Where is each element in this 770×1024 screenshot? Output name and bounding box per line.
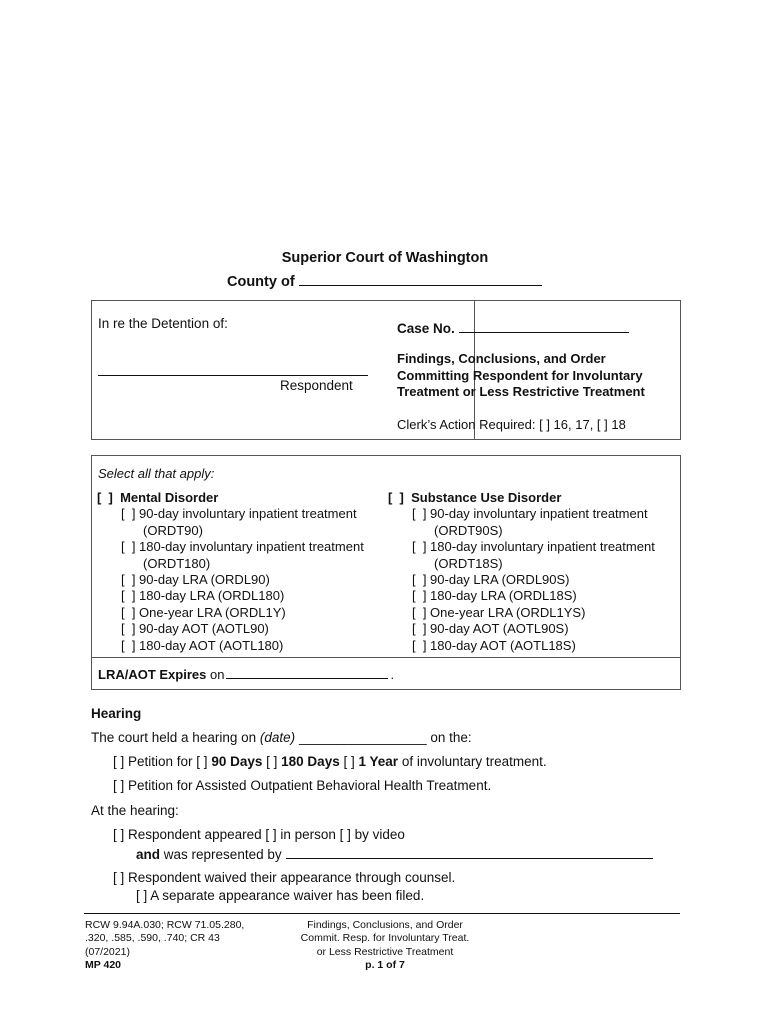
checkbox-option[interactable]: [ ] 90-day LRA (ORDL90S) bbox=[412, 572, 570, 588]
mental-disorder-column bbox=[97, 490, 364, 654]
mental-disorder-checkbox[interactable]: [ ] Mental Disorder bbox=[97, 490, 219, 505]
respondent-appeared-option[interactable]: [ ] Respondent appeared [ ] in person [ ] by video bbox=[113, 827, 405, 842]
checkbox-bracket[interactable]: [ ] bbox=[343, 754, 355, 769]
footer-line: Findings, Conclusions, and Order bbox=[307, 919, 463, 931]
document-title-line: Findings, Conclusions, and Order bbox=[397, 351, 606, 366]
footer-title bbox=[285, 919, 485, 972]
waiver-filed-option[interactable]: [ ] A separate appearance waiver has been filed. bbox=[136, 888, 425, 903]
checkbox-option[interactable]: [ ] 180-day involuntary inpatient treatment bbox=[121, 539, 364, 555]
checkbox-option[interactable]: [ ] 180-day involuntary inpatient treatment bbox=[412, 539, 655, 555]
hearing-date-line bbox=[91, 730, 472, 745]
form-number: MP 420 bbox=[85, 958, 121, 971]
expires-label: LRA/AOT Expires bbox=[98, 667, 207, 682]
footer-line: Commit. Resp. for Involuntary Treat. bbox=[300, 932, 470, 945]
petition-text: [ ] Petition for [ ] bbox=[113, 754, 208, 769]
document-title bbox=[397, 351, 677, 401]
expires-on: on bbox=[209, 667, 225, 682]
at-hearing-label: At the hearing: bbox=[91, 803, 179, 818]
case-number-blank[interactable] bbox=[459, 319, 629, 333]
respondent-label: Respondent bbox=[280, 378, 353, 393]
respondent-name-blank[interactable] bbox=[98, 375, 368, 376]
footer-citation bbox=[85, 919, 244, 972]
caption-box bbox=[91, 300, 681, 440]
clerk-action-required: Clerk’s Action Required: [ ] 16, 17, [ ] 18 bbox=[397, 417, 626, 432]
represented-by-label: was represented by bbox=[163, 847, 282, 862]
county-field[interactable] bbox=[227, 271, 542, 290]
checkbox-option[interactable]: [ ] 180-day LRA (ORDL180) bbox=[121, 588, 285, 604]
duration-90: 90 Days bbox=[211, 754, 263, 769]
substance-disorder-column bbox=[388, 490, 655, 654]
duration-1-year: 1 Year bbox=[358, 754, 399, 769]
selection-divider bbox=[92, 657, 680, 658]
representation-field[interactable] bbox=[136, 845, 653, 862]
option-code: (ORDT18S) bbox=[434, 555, 503, 571]
page-number: p. 1 of 7 bbox=[365, 958, 405, 971]
checkbox-option[interactable]: [ ] 90-day LRA (ORDL90) bbox=[121, 572, 270, 588]
petition-text: of involuntary treatment. bbox=[401, 754, 547, 769]
hearing-text: The court held a hearing on bbox=[91, 730, 257, 745]
date-label: (date) bbox=[259, 730, 296, 745]
option-code: (ORDT90S) bbox=[434, 522, 503, 538]
footer-rule bbox=[84, 913, 680, 914]
option-code: (ORDT90) bbox=[143, 522, 203, 538]
case-number-label: Case No. bbox=[397, 321, 455, 336]
duration-180: 180 Days bbox=[281, 754, 340, 769]
waived-appearance-option[interactable]: [ ] Respondent waived their appearance through counsel. bbox=[113, 870, 456, 885]
footer-line: RCW 9.94A.030; RCW 71.05.280, bbox=[85, 919, 245, 931]
document-title-line: Treatment or Less Restrictive Treatment bbox=[397, 384, 645, 399]
and-label: and bbox=[136, 847, 161, 862]
select-instruction: Select all that apply: bbox=[98, 466, 215, 481]
checkbox-option[interactable]: [ ] 180-day AOT (AOTL18S) bbox=[412, 637, 576, 653]
expiration-field[interactable] bbox=[98, 666, 394, 682]
checkbox-option[interactable]: [ ] One-year LRA (ORDL1Y) bbox=[121, 604, 286, 620]
hearing-heading: Hearing bbox=[91, 706, 142, 721]
court-title: Superior Court of Washington bbox=[281, 250, 489, 266]
checkbox-option[interactable]: [ ] 180-day AOT (AOTL180) bbox=[121, 637, 284, 653]
hearing-date-blank[interactable]: _________________ bbox=[298, 730, 427, 745]
checkbox-option[interactable]: [ ] 90-day AOT (AOTL90S) bbox=[412, 621, 569, 637]
footer-line: or Less Restrictive Treatment bbox=[316, 945, 454, 958]
option-code: (ORDT180) bbox=[143, 555, 211, 571]
footer-line: .320, .585, .590, .740; CR 43 bbox=[85, 932, 220, 945]
disorder-selection-box bbox=[91, 455, 681, 690]
expires-period: . bbox=[390, 667, 395, 682]
footer-line: (07/2021) bbox=[85, 945, 130, 958]
county-label: County of bbox=[227, 274, 295, 290]
checkbox-option[interactable]: [ ] One-year LRA (ORDL1YS) bbox=[412, 604, 586, 620]
checkbox-bracket[interactable]: [ ] bbox=[266, 754, 278, 769]
checkbox-option[interactable]: [ ] 90-day involuntary inpatient treatment bbox=[412, 506, 648, 522]
in-re-label: In re the Detention of: bbox=[98, 316, 228, 331]
aot-petition-option[interactable]: [ ] Petition for Assisted Outpatient Behavioral Health Treatment. bbox=[113, 778, 492, 793]
checkbox-option[interactable]: [ ] 180-day LRA (ORDL18S) bbox=[412, 588, 577, 604]
substance-disorder-checkbox[interactable]: [ ] Substance Use Disorder bbox=[388, 490, 562, 505]
counsel-name-blank[interactable] bbox=[286, 845, 653, 859]
petition-duration-option[interactable] bbox=[113, 754, 547, 769]
document-title-line: Committing Respondent for Involuntary bbox=[397, 367, 643, 383]
expiration-date-blank[interactable] bbox=[226, 666, 388, 679]
case-number-field[interactable] bbox=[397, 319, 629, 336]
checkbox-option[interactable]: [ ] 90-day AOT (AOTL90) bbox=[121, 621, 269, 637]
county-blank[interactable] bbox=[299, 271, 542, 286]
checkbox-option[interactable]: [ ] 90-day involuntary inpatient treatment bbox=[121, 506, 357, 522]
hearing-text: on the: bbox=[430, 730, 472, 745]
